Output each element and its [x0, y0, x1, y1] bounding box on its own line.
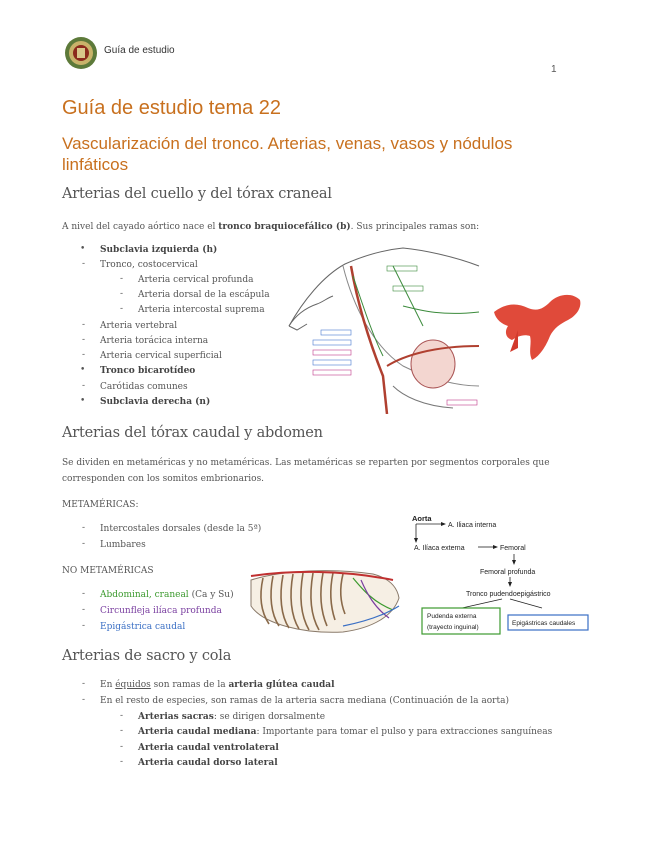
university-seal — [64, 36, 98, 70]
section-heading-cuello: Arterias del cuello y del tórax craneal — [62, 186, 332, 202]
flow-femoral: Femoral — [500, 545, 526, 552]
list-item: Arteria torácica interna — [100, 336, 209, 346]
section-heading-sacro-cola: Arterias de sacro y cola — [62, 648, 232, 664]
list-item: Arteria vertebral — [100, 321, 178, 331]
page-number: 1 — [551, 64, 557, 75]
flow-iliaca-externa: A. Ilíaca externa — [414, 545, 465, 552]
header-doc-label: Guía de estudio — [104, 45, 175, 56]
aortic-arch-illustration — [488, 290, 584, 362]
list-item: Subclavia derecha (n) — [100, 397, 211, 407]
list-item: Arteria caudal mediana: Importante para tomar el pulso y para extracciones sanguíneas — [138, 727, 553, 737]
list-item: Abdominal, craneal (Ca y Su) — [100, 590, 234, 600]
flow-iliaca-interna: A. Iliaca interna — [448, 522, 497, 529]
list-item: Arteria caudal ventrolateral — [138, 743, 279, 753]
flow-pudenda-line1: Pudenda externa — [427, 613, 477, 620]
thorax-abdomen-illustration — [243, 566, 403, 636]
metamericas-label: METAMÉRICAS: — [62, 500, 139, 510]
list-item: Arteria intercostal suprema — [138, 305, 265, 315]
femoral-flow-diagram — [402, 512, 592, 640]
flow-aorta: Aorta — [412, 514, 432, 523]
page-subtitle: Vascularización del tronco. Arterias, venas, vasos y nódulos linfáticos — [62, 134, 513, 174]
flow-tronco: Tronco pudendoepigástrico — [466, 591, 551, 598]
list-item: En el resto de especies, son ramas de la arteria sacra mediana (Continuación de la aorta) — [100, 696, 509, 706]
section2-paragraph: Se dividen en metaméricas y no metaméricas. Las metaméricas se reparten por segmentos corporales que corresponden con los somitos embrionarios. — [62, 458, 550, 484]
list-item: Intercostales dorsales (desde la 5ª) — [100, 524, 262, 534]
flow-epigastricas: Epigástricas caudales — [512, 620, 576, 627]
list-item: Arteria caudal dorso lateral — [138, 758, 278, 768]
list-item: Epigástrica caudal — [100, 622, 186, 632]
list-item: Arteria cervical superficial — [100, 351, 222, 361]
list-item: Arteria cervical profunda — [138, 275, 254, 285]
flow-pudenda-line2: (trayecto inguinal) — [427, 624, 479, 631]
flow-femoral-profunda: Femoral profunda — [480, 569, 536, 576]
section-heading-torax-caudal: Arterias del tórax caudal y abdomen — [62, 425, 323, 441]
no-metamericas-label: NO METAMÉRICAS — [62, 566, 154, 576]
list-item: Carótidas comunes — [100, 382, 188, 392]
section1-intro: A nivel del cayado aórtico nace el tronco braquiocefálico (b). Sus principales ramas son: — [62, 222, 480, 232]
list-item: Lumbares — [100, 540, 146, 550]
list-item: Arteria dorsal de la escápula — [138, 290, 270, 300]
list-item: Tronco bicarotídeo — [100, 366, 196, 376]
list-item: Subclavia izquierda (h) — [100, 245, 218, 255]
page-title: Guía de estudio tema 22 — [62, 97, 282, 119]
horse-neck-artery-illustration — [283, 246, 481, 414]
list-item: Tronco, costocervical — [100, 260, 198, 270]
list-item: Arterias sacras: se dirigen dorsalmente — [138, 712, 326, 722]
list-item: En équidos son ramas de la arteria glútea caudal — [100, 680, 335, 690]
list-item: Circunfleja ilíaca profunda — [100, 606, 222, 616]
